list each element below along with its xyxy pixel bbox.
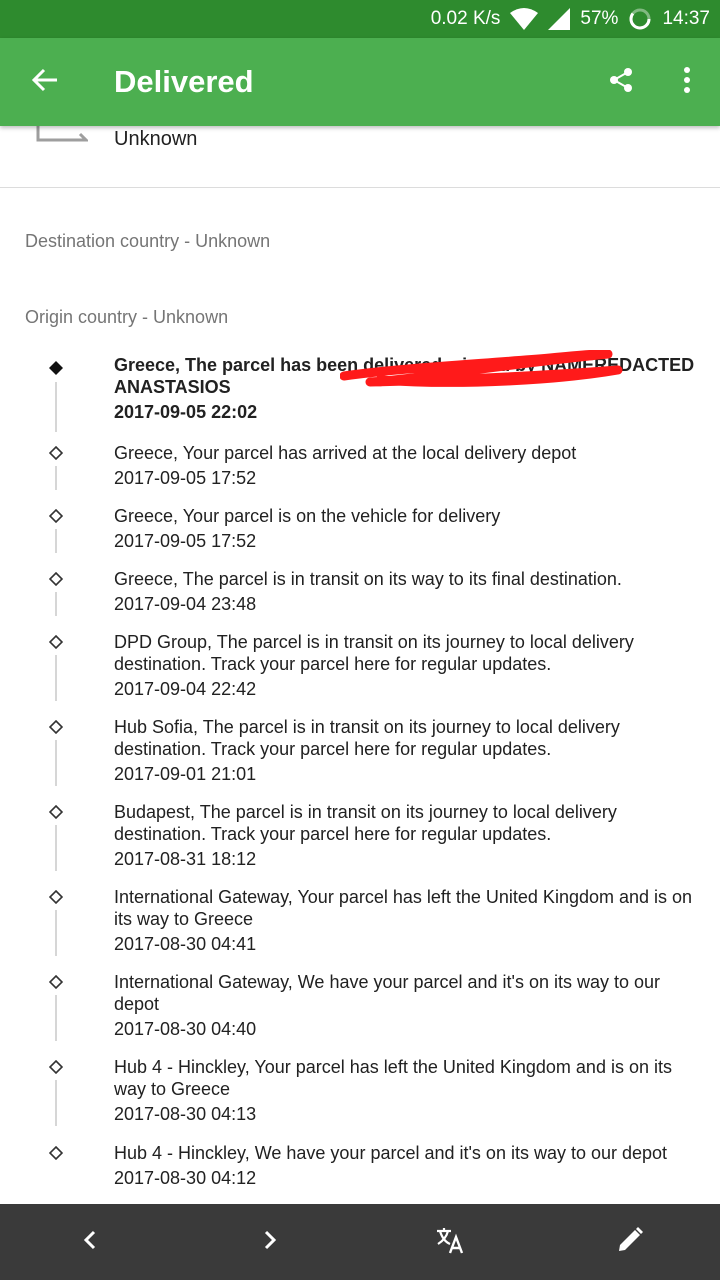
diamond-icon [49, 509, 63, 523]
page-title: Delivered [114, 64, 254, 99]
back-arrow-icon [31, 66, 59, 99]
diamond-icon [49, 446, 63, 460]
clock: 14:37 [662, 8, 710, 29]
timeline-line [55, 382, 57, 432]
diamond-icon [49, 890, 63, 904]
bottom-toolbar [0, 1204, 720, 1280]
diamond-icon [49, 975, 63, 989]
redaction-scribble [340, 350, 625, 390]
network-speed: 0.02 K/s [430, 8, 501, 29]
event-text [114, 1056, 704, 1125]
timeline-line [55, 910, 57, 956]
event-description: Budapest, The parcel is in transit on its journey to local delivery destination. Track your parcel here for regular updates. [114, 802, 617, 844]
timeline-line [55, 740, 57, 786]
timeline-line [55, 592, 57, 616]
event-description: Greece, Your parcel is on the vehicle for delivery [114, 506, 501, 526]
diamond-icon [49, 635, 63, 649]
box-icon [36, 126, 88, 142]
timeline-line [55, 825, 57, 871]
event-text [114, 442, 704, 489]
back-button[interactable] [0, 38, 90, 126]
event-description: International Gateway, We have your parcel and it's on its way to our depot [114, 972, 661, 1014]
event-date: 2017-08-31 18:12 [114, 849, 257, 869]
origin-country: Origin country - Unknown [25, 307, 229, 327]
event-description: Hub 4 - Hinckley, Your parcel has left the United Kingdom and is on its way to Greece [114, 1057, 672, 1099]
event-date: 2017-08-30 04:12 [114, 1168, 257, 1188]
event-text [114, 568, 704, 615]
event-date: 2017-08-30 04:41 [114, 934, 257, 954]
timeline-line [55, 466, 57, 490]
next-button[interactable] [225, 1204, 315, 1280]
diamond-icon [49, 572, 63, 586]
more-options-button[interactable] [654, 38, 720, 126]
tracking-content[interactable] [0, 126, 720, 1204]
previous-button[interactable] [45, 1204, 135, 1280]
diamond-icon [49, 1060, 63, 1074]
event-description: Hub Sofia, The parcel is in transit on its journey to local delivery destination. Track your parcel here for regular updates. [114, 717, 620, 759]
timeline-line [55, 1080, 57, 1126]
carrier-name: Unknown [114, 128, 198, 150]
diamond-icon [49, 1146, 63, 1160]
diamond-icon [49, 805, 63, 819]
more-vert-icon [683, 67, 691, 98]
translate-icon [435, 1225, 465, 1260]
event-description: Greece, The parcel has been delivered, signed by NAMEREDACTED ANASTASIOS [114, 355, 695, 397]
timeline-line [55, 995, 57, 1041]
event-description: Greece, Your parcel has arrived at the local delivery depot [114, 443, 577, 463]
carrier-row [0, 126, 720, 188]
destination-country: Destination country - Unknown [25, 231, 271, 251]
battery-percent: 57% [580, 8, 619, 29]
event-date: 2017-09-01 21:01 [114, 764, 257, 784]
event-date: 2017-09-04 22:42 [114, 679, 257, 699]
event-date: 2017-09-05 17:52 [114, 531, 257, 551]
event-text [114, 801, 704, 870]
event-date: 2017-09-04 23:48 [114, 594, 257, 614]
signal-icon [548, 8, 570, 30]
share-icon [608, 67, 634, 98]
edit-button[interactable] [585, 1204, 675, 1280]
edit-icon [616, 1226, 644, 1259]
share-button[interactable] [588, 38, 654, 126]
event-date: 2017-08-30 04:13 [114, 1104, 257, 1124]
event-description: Hub 4 - Hinckley, We have your parcel and it's on its way to our depot [114, 1143, 668, 1163]
event-date: 2017-09-05 17:52 [114, 468, 257, 488]
wifi-icon [510, 8, 538, 30]
event-date: 2017-09-05 22:02 [114, 402, 258, 422]
event-text [114, 716, 704, 785]
event-text [114, 886, 704, 955]
event-text [114, 1142, 704, 1189]
timeline-line [55, 655, 57, 701]
chevron-right-icon [263, 1230, 277, 1255]
status-bar [0, 0, 720, 38]
event-text [114, 631, 704, 700]
chevron-left-icon [83, 1230, 97, 1255]
translate-button[interactable] [405, 1204, 495, 1280]
event-date: 2017-08-30 04:40 [114, 1019, 257, 1039]
timeline-line [55, 529, 57, 553]
event-description: DPD Group, The parcel is in transit on its journey to local delivery destination. Track your parcel here for regular updates. [114, 632, 634, 674]
app-bar [0, 38, 720, 126]
diamond-icon [49, 720, 63, 734]
event-text [114, 505, 704, 552]
battery-icon [628, 7, 652, 31]
event-text [114, 971, 704, 1040]
event-description: International Gateway, Your parcel has left the United Kingdom and is on its way to Greece [114, 887, 693, 929]
filled-diamond-icon [49, 361, 63, 375]
event-description: Greece, The parcel is in transit on its way to its final destination. [114, 569, 622, 589]
